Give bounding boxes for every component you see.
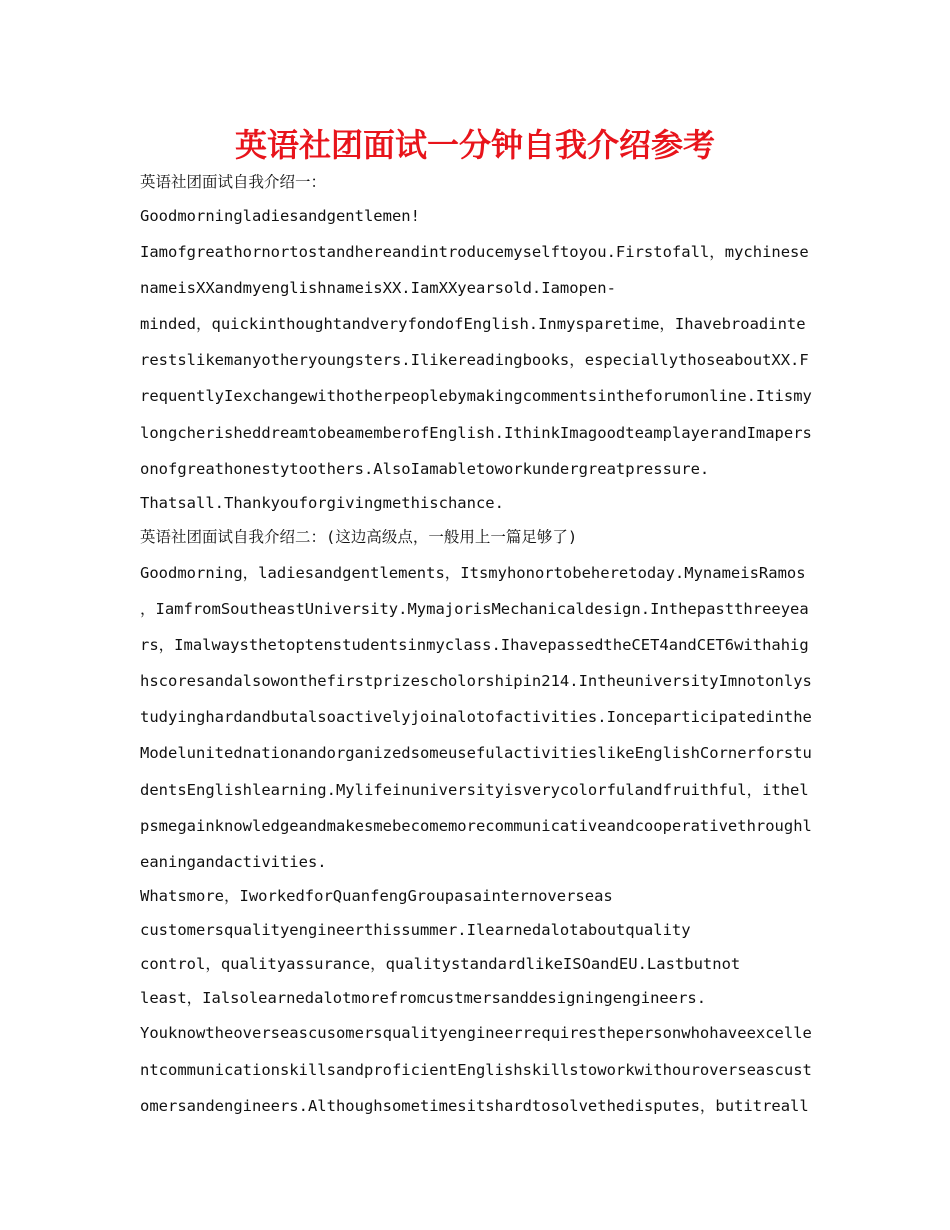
text-line: dentsEnglishlearning.Mylifeinuniversityisverycolorfulandfruithful，ithel bbox=[140, 780, 809, 799]
text-line: Thatsall.Thankyouforgivingmethischance. bbox=[140, 493, 504, 512]
text-line: requentlyIexchangewithotherpeoplebymakingcommentsintheforumonline.Itismy bbox=[140, 387, 812, 406]
text-line: tudyinghardandbutalsoactivelyjoinalotofactivities.Ionceparticipatedinthe bbox=[140, 708, 812, 727]
section-heading-1: 英语社团面试自我介绍一： bbox=[140, 173, 327, 191]
text-line: least，Ialsolearnedalotmorefromcustmersanddesigningengineers. bbox=[140, 988, 707, 1007]
text-line: minded，quickinthoughtandveryfondofEnglish.Inmysparetime，Ihavebroadinte bbox=[140, 314, 806, 333]
text-line: onofgreathonestytoothers.AlsoIamabletoworkundergreatpressure. bbox=[140, 459, 710, 478]
text-line: ，IamfromSoutheastUniversity.MymajorisMechanicaldesign.Inthepastthreeyea bbox=[140, 599, 809, 618]
text-line: rs，Imalwaysthetoptenstudentsinmyclass.IhavepassedtheCET4andCET6withahig bbox=[140, 635, 809, 654]
text-line: Goodmorningladiesandgentlemen! bbox=[140, 206, 420, 225]
section-heading-2: 英语社团面试自我介绍二：(这边高级点，一般用上一篇足够了) bbox=[140, 527, 578, 546]
text-line: hscoresandalsowonthefirstprizescholorshipin214.IntheuniversityImnotonlys bbox=[140, 672, 812, 691]
text-line: ntcommunicationskillsandproficientEnglishskillstoworkwithouroverseascust bbox=[140, 1060, 812, 1079]
page-title: 英语社团面试一分钟自我介绍参考 bbox=[234, 126, 715, 164]
document-body bbox=[140, 166, 812, 1124]
text-line: ModelunitednationandorganizedsomeusefulactivitieslikeEnglishCornerforstu bbox=[140, 744, 812, 763]
text-line: longcherisheddreamtobeamemberofEnglish.IthinkImagoodteamplayerandImapers bbox=[140, 423, 812, 442]
text-line: Youknowtheoverseascusomersqualityengineerrequiresthepersonwhohaveexcelle bbox=[140, 1024, 812, 1043]
text-line: nameisXXandmyenglishnameisXX.IamXXyearsold.Iamopen- bbox=[140, 278, 616, 297]
text-line: control，qualityassurance，qualitystandardlikeISOandEU.Lastbutnot bbox=[140, 954, 741, 973]
text-line: Goodmorning，ladiesandgentlements，Itsmyhonortobeheretoday.MynameisRamos bbox=[140, 563, 806, 582]
text-line: Whatsmore，IworkedforQuanfengGroupasainternoverseas bbox=[140, 887, 613, 906]
text-line: Iamofgreathornortostandhereandintroducemyselftoyou.Firstofall，mychinese bbox=[140, 242, 809, 261]
text-line: customersqualityengineerthissummer.Ilearnedalotaboutquality bbox=[140, 920, 691, 939]
text-line: eaningandactivities. bbox=[140, 853, 327, 871]
text-line: omersandengineers.Althoughsometimesitshardtosolvethedisputes，butitreall bbox=[140, 1096, 809, 1115]
text-line: psmegainknowledgeandmakesmebecomemorecommunicativeandcooperativethroughl bbox=[140, 816, 812, 835]
text-line: restslikemanyotheryoungsters.Ilikereadingbooks，especiallythoseaboutXX.F bbox=[140, 351, 809, 370]
